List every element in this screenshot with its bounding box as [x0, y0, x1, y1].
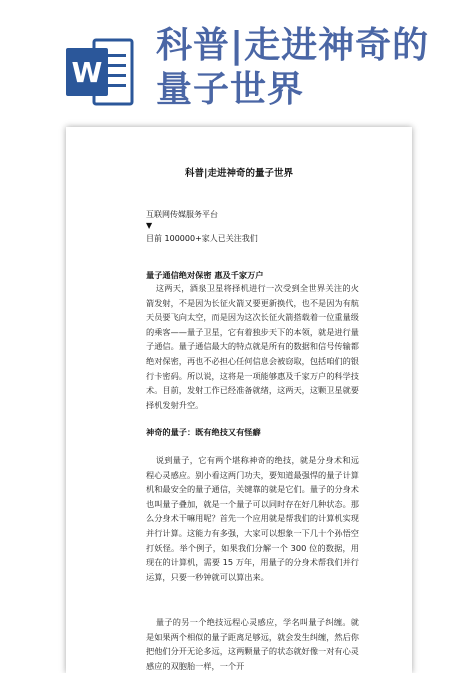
section3-body: 量子的另一个绝技远程心灵感应，学名叫量子纠缠。就是如果两个相似的量子距离足够远，就会发生纠缠，然后你把他们分开无论多远，这两颗量子的状态就好像一对有心灵感应的双胞胎一样，一个开 — [146, 617, 359, 671]
document-page — [66, 127, 412, 673]
followers-count: 目前 100000+家人已关注我们 — [146, 234, 258, 243]
section1-heading: 量子通信绝对保密 惠及千家万户 — [146, 270, 264, 280]
arrow-down-icon: ▼ — [146, 221, 153, 230]
banner-title-line2: 量子世界 — [156, 69, 305, 110]
section1-body: 这两天，酒泉卫星将择机进行一次受到全世界关注的火箭发射，不是因为长征火箭又要更新换代，也不是因为有航天员要飞向太空，而是因为这次长征火箭搭载着一位重量级的乘客——量子卫星，它有着独步天下的本领，就是进行量子通信。量子通信最大的特点就是所有的数据和信号传输都绝对保密，再也不必担心任何信息会被窃取，包括咱们的银行卡密码。所以说，这将是一项能够惠及千家万户的科学技术。目前，发射工作已经准备就绪，这两天，这颗卫星就要择机发射升空。 — [146, 283, 359, 410]
banner-title-line1: 科普|走进神奇的 — [156, 25, 430, 66]
banner — [0, 0, 474, 128]
source-label: 互联网传媒服务平台 — [146, 210, 218, 219]
svg-text:W: W — [71, 56, 103, 89]
document-title: 科普|走进神奇的量子世界 — [185, 168, 293, 179]
word-document-icon — [64, 36, 136, 108]
section2-body: 说到量子，它有两个堪称神奇的绝技，就是分身术和远程心灵感应。别小看这两门功夫，要知道最强悍的量子计算机和最安全的量子通信，关键靠的就是它们。量子的分身术也叫量子叠加，就是一个量子可以同时存在好几种状态。那么分身术干嘛用呢？首先一个应用就是帮我们的计算机实现并行计算。这能力有多强，大家可以想象一下几十个孙悟空打妖怪。举个例子，如果我们分解一个 300 位的数据，用现在的计算机，需要 15 万年，用量子的分身术帮我们并行运算，只要一秒钟就可以算出来。 — [146, 455, 359, 582]
banner-title — [156, 24, 429, 112]
section2-heading: 神奇的量子：既有绝技又有怪癖 — [146, 427, 261, 437]
